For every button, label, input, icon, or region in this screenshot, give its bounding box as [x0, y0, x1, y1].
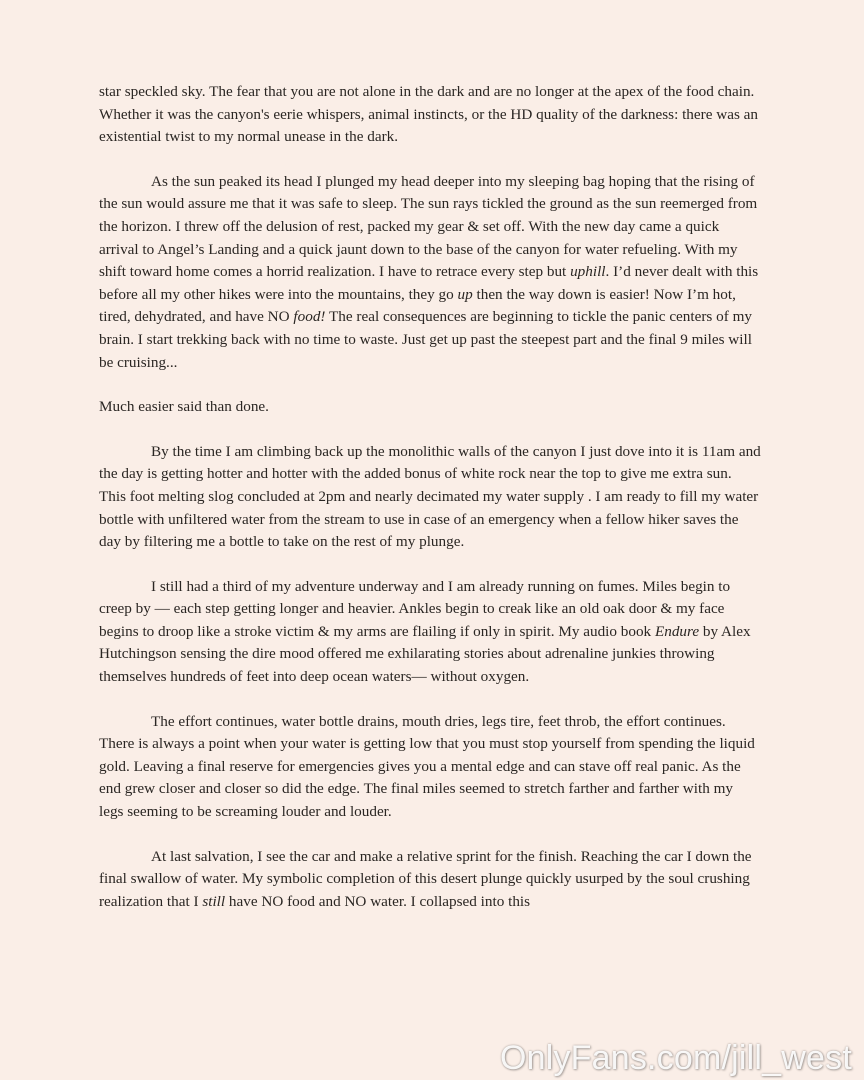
text-run: At last salvation, I see the car and make a relative sprint for the finish. Reaching the car I down the final swallow of water. My symbolic completion of this desert plunge quickly usurped by the soul crushing realization that I — [99, 847, 752, 910]
watermark-text: OnlyFans.com/jill_west — [499, 1039, 852, 1078]
text-run: star speckled sky. The fear that you are not alone in the dark and are no longer at the apex of the food chain. Whether it was the canyon's eerie whispers, animal instincts, or the HD quality of the darkness: there was an existential twist to my normal unease in the dark. — [99, 83, 758, 146]
italic-text: uphill — [570, 263, 606, 281]
italic-text: food! — [293, 308, 326, 326]
text-run: Much easier said than done. — [99, 398, 269, 416]
body-text — [99, 81, 761, 935]
text-run: . I’d never dealt with this before all my other hikes were into the mountains, they go — [99, 263, 759, 303]
text-run: I still had a third of my adventure underway and I am already running on fumes. Miles begin to creep by — each step getting longer and heavier. Ankles begin to creak like an old oak door & my face begins to droop like a stroke victim & my arms are flailing if only in spirit. My audio book — [99, 577, 731, 640]
text-run: The effort continues, water bottle drains, mouth dries, legs tire, feet throb, the effort continues. There is always a point when your water is getting low that you must stop yourself from spending the liquid gold. Leaving a final reserve for emergencies gives you a mental edge and can stave off real panic. As the end grew closer and closer so did the edge. The final miles seemed to stretch farther and farther with my legs seeming to be screaming louder and louder. — [99, 712, 755, 821]
text-run: By the time I am climbing back up the monolithic walls of the canyon I just dove into it is 11am and the day is getting hotter and hotter with the added bonus of white rock near the top to give me extra sun. This foot melting slog concluded at 2pm and nearly decimated my water supply . I am ready to fill my water bottle with unfiltered water from the stream to use in case of an emergency when a fellow hiker saves the day by filtering me a bottle to take on the rest of my plunge. — [99, 442, 761, 551]
text-run: As the sun peaked its head I plunged my head deeper into my sleeping bag hoping that the rising of the sun would assure me that it was safe to sleep. The sun rays tickled the ground as the sun reemerged from the horizon. I threw off the delusion of rest, packed my gear & set off. With the new day came a quick arrival to Angel’s Landing and a quick jaunt down to the base of the canyon for water refueling. With my shift toward home comes a horrid realization. I have to retrace every step but — [99, 172, 758, 281]
text-run: have NO food and NO water. I collapsed into this — [225, 892, 531, 910]
paragraph-3 — [99, 396, 761, 419]
text-run: The real consequences are beginning to tickle the panic centers of my brain. I start trekking back with no time to waste. Just get up past the steepest part and the final 9 miles will be cruising... — [99, 308, 752, 371]
text-run: by Alex Hutchingson sensing the dire mood offered me exhilarating stories about adrenaline junkies throwing themselves hundreds of feet into deep ocean waters— without oxygen. — [99, 622, 751, 686]
italic-text: up — [457, 285, 473, 303]
paragraph-4 — [99, 441, 761, 554]
paragraph-1 — [99, 81, 761, 149]
paragraph-7 — [99, 846, 761, 914]
paragraph-5 — [99, 576, 761, 689]
text-run: then the way down is easier! Now I’m hot, tired, dehydrated, and have NO — [99, 285, 736, 326]
italic-text: Endure — [654, 622, 700, 640]
paragraph-2 — [99, 171, 761, 374]
italic-text: still — [202, 892, 226, 910]
paragraph-6 — [99, 711, 761, 824]
